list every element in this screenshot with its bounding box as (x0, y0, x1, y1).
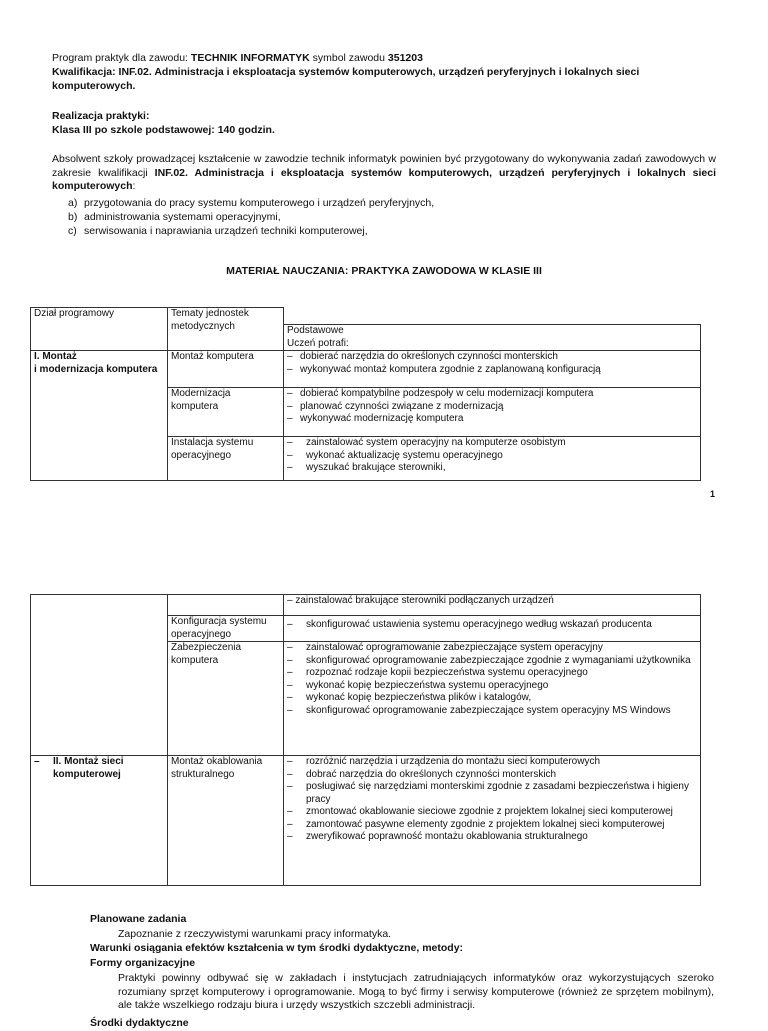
table-row (31, 756, 701, 886)
topic-cell: Montaż okablowania strukturalnego (168, 756, 284, 886)
forms-text: Praktyki powinny odbywać się w zakładach i instytucjach zatrudniających informatyków oraz wykorzystujących szeroko rozumiany sprzęt komputerowy i oprogramowanie. Mogą to być firmy i serwisy komputerowe (również ze sprzętem mobilnym), ale także wszelkiego rodzaju biura i urzędy wszystkich szczebli administracji. (118, 972, 714, 1011)
realization-title: Realizacja praktyki: (52, 110, 150, 122)
forms-title: Formy organizacyjne (90, 957, 196, 969)
outcomes-cell: – rozróżnić narzędzia i urządzenia do montażu sieci komputerowych – dobrać narzędzia do określonych czynności monterskich – posługiwać się narzędziami monterskimi zgodnie z zasadami bezpieczeństwa i higieny pracy – zmontować okablowanie sieciowe zgodnie z projektem lokalnej sieci komputerowej – zamontować pasywne elementy zgodnie z projektem lokalnej sieci komputerowej – zweryfikować poprawność montażu okablowania strukturalnego (284, 756, 701, 886)
means-title: Środki dydaktyczne (90, 1017, 189, 1029)
column-header-tematy: Tematy jednostek metodycznych (168, 308, 284, 351)
outcomes-cell: – skonfigurować ustawienia systemu operacyjnego według wskazań producenta (284, 616, 701, 642)
outcomes-cell: – zainstalować system operacyjny na komputerze osobistym – wykonać aktualizację systemu operacyjnego – wyszukać brakujące sterowniki, (284, 437, 701, 481)
intro-paragraph: Absolwent szkoły prowadzącej kształcenie w zawodzie technik informatyk powinien być przygotowany do wykonywania zadań zawodowych w zakresie kwalifikacji INF.02. Administracja i eksploatacja systemów komputerowych, urządzeń peryferyjnych i lokalnych sieci komputerowych: (52, 153, 716, 192)
dzial-cell-2: – II. Montaż sieci komputerowej (31, 756, 168, 886)
intro-list-item: a) przygotowania do pracy systemu komputerowego i urządzeń peryferyjnych, (68, 197, 435, 209)
topic-cell: Zabezpieczenia komputera (168, 642, 284, 756)
section-title: MATERIAŁ NAUCZANIA: PRAKTYKA ZAWODOWA W KLASIE III (226, 265, 542, 277)
planned-tasks-title: Planowane zadania (90, 913, 187, 925)
outcomes-cell: – dobierać narzędzia do określonych czynności monterskich – wykonywać montaż komputera zgodnie z zaplanowaną konfiguracją (284, 351, 701, 388)
qualification-line: Kwalifikacja: INF.02. Administracja i eksploatacja systemów komputerowych, urządzeń peryferyjnych i lokalnych sieci komputerowych. (52, 66, 640, 92)
topic-cell: Konfiguracja systemu operacyjnego (168, 616, 284, 642)
table-row (31, 351, 701, 388)
realization-detail: Klasa III po szkole podstawowej: 140 godzin. (52, 124, 275, 136)
topic-cell: Montaż komputera (168, 351, 284, 388)
curriculum-table-page-1 (30, 307, 701, 481)
header-line-1: Program praktyk dla zawodu: TECHNIK INFORMATYK symbol zawodu 351203 (52, 52, 423, 64)
conditions-title: Warunki osiągania efektów kształcenia w tym środki dydaktyczne, metody: (90, 942, 464, 954)
intro-list-item: b) administrowania systemami operacyjnymi, (68, 211, 281, 223)
table-row (31, 595, 701, 616)
table-header-row (31, 308, 701, 325)
topic-cell: Instalacja systemu operacyjnego (168, 437, 284, 481)
outcomes-cell: – zainstalować brakujące sterowniki podłączanych urządzeń (284, 595, 701, 616)
planned-tasks-text: Zapoznanie z rzeczywistymi warunkami pracy informatyka. (118, 928, 392, 940)
outcomes-cell: – zainstalować oprogramowanie zabezpieczające system operacyjny – skonfigurować oprogramowanie zabezpieczające zgodnie z wymaganiami użytkownika – rozpoznać rodzaje kopii bezpieczeństwa systemu operacyjnego – wykonać kopię bezpieczeństwa systemu operacyjnego – wykonać kopię bezpieczeństwa plików i katalogów, – skonfigurować oprogramowanie zabezpieczające system operacyjny MS Windows (284, 642, 701, 756)
column-header-podstawowe: Podstawowe Uczeń potrafi: (284, 325, 701, 351)
topic-cell: Modernizacja komputera (168, 388, 284, 437)
dzial-cell-1: I. Montaż i modernizacja komputera (31, 351, 168, 481)
intro-list-item: c) serwisowania i naprawiania urządzeń techniki komputerowej, (68, 225, 368, 237)
page-number: 1 (710, 489, 716, 499)
column-header-dzial: Dział programowy (31, 308, 168, 351)
curriculum-table-page-2 (30, 594, 701, 886)
outcomes-cell: – dobierać kompatybilne podzespoły w celu modernizacji komputera – planować czynności związane z modernizacją – wykonywać modernizację komputera (284, 388, 701, 437)
